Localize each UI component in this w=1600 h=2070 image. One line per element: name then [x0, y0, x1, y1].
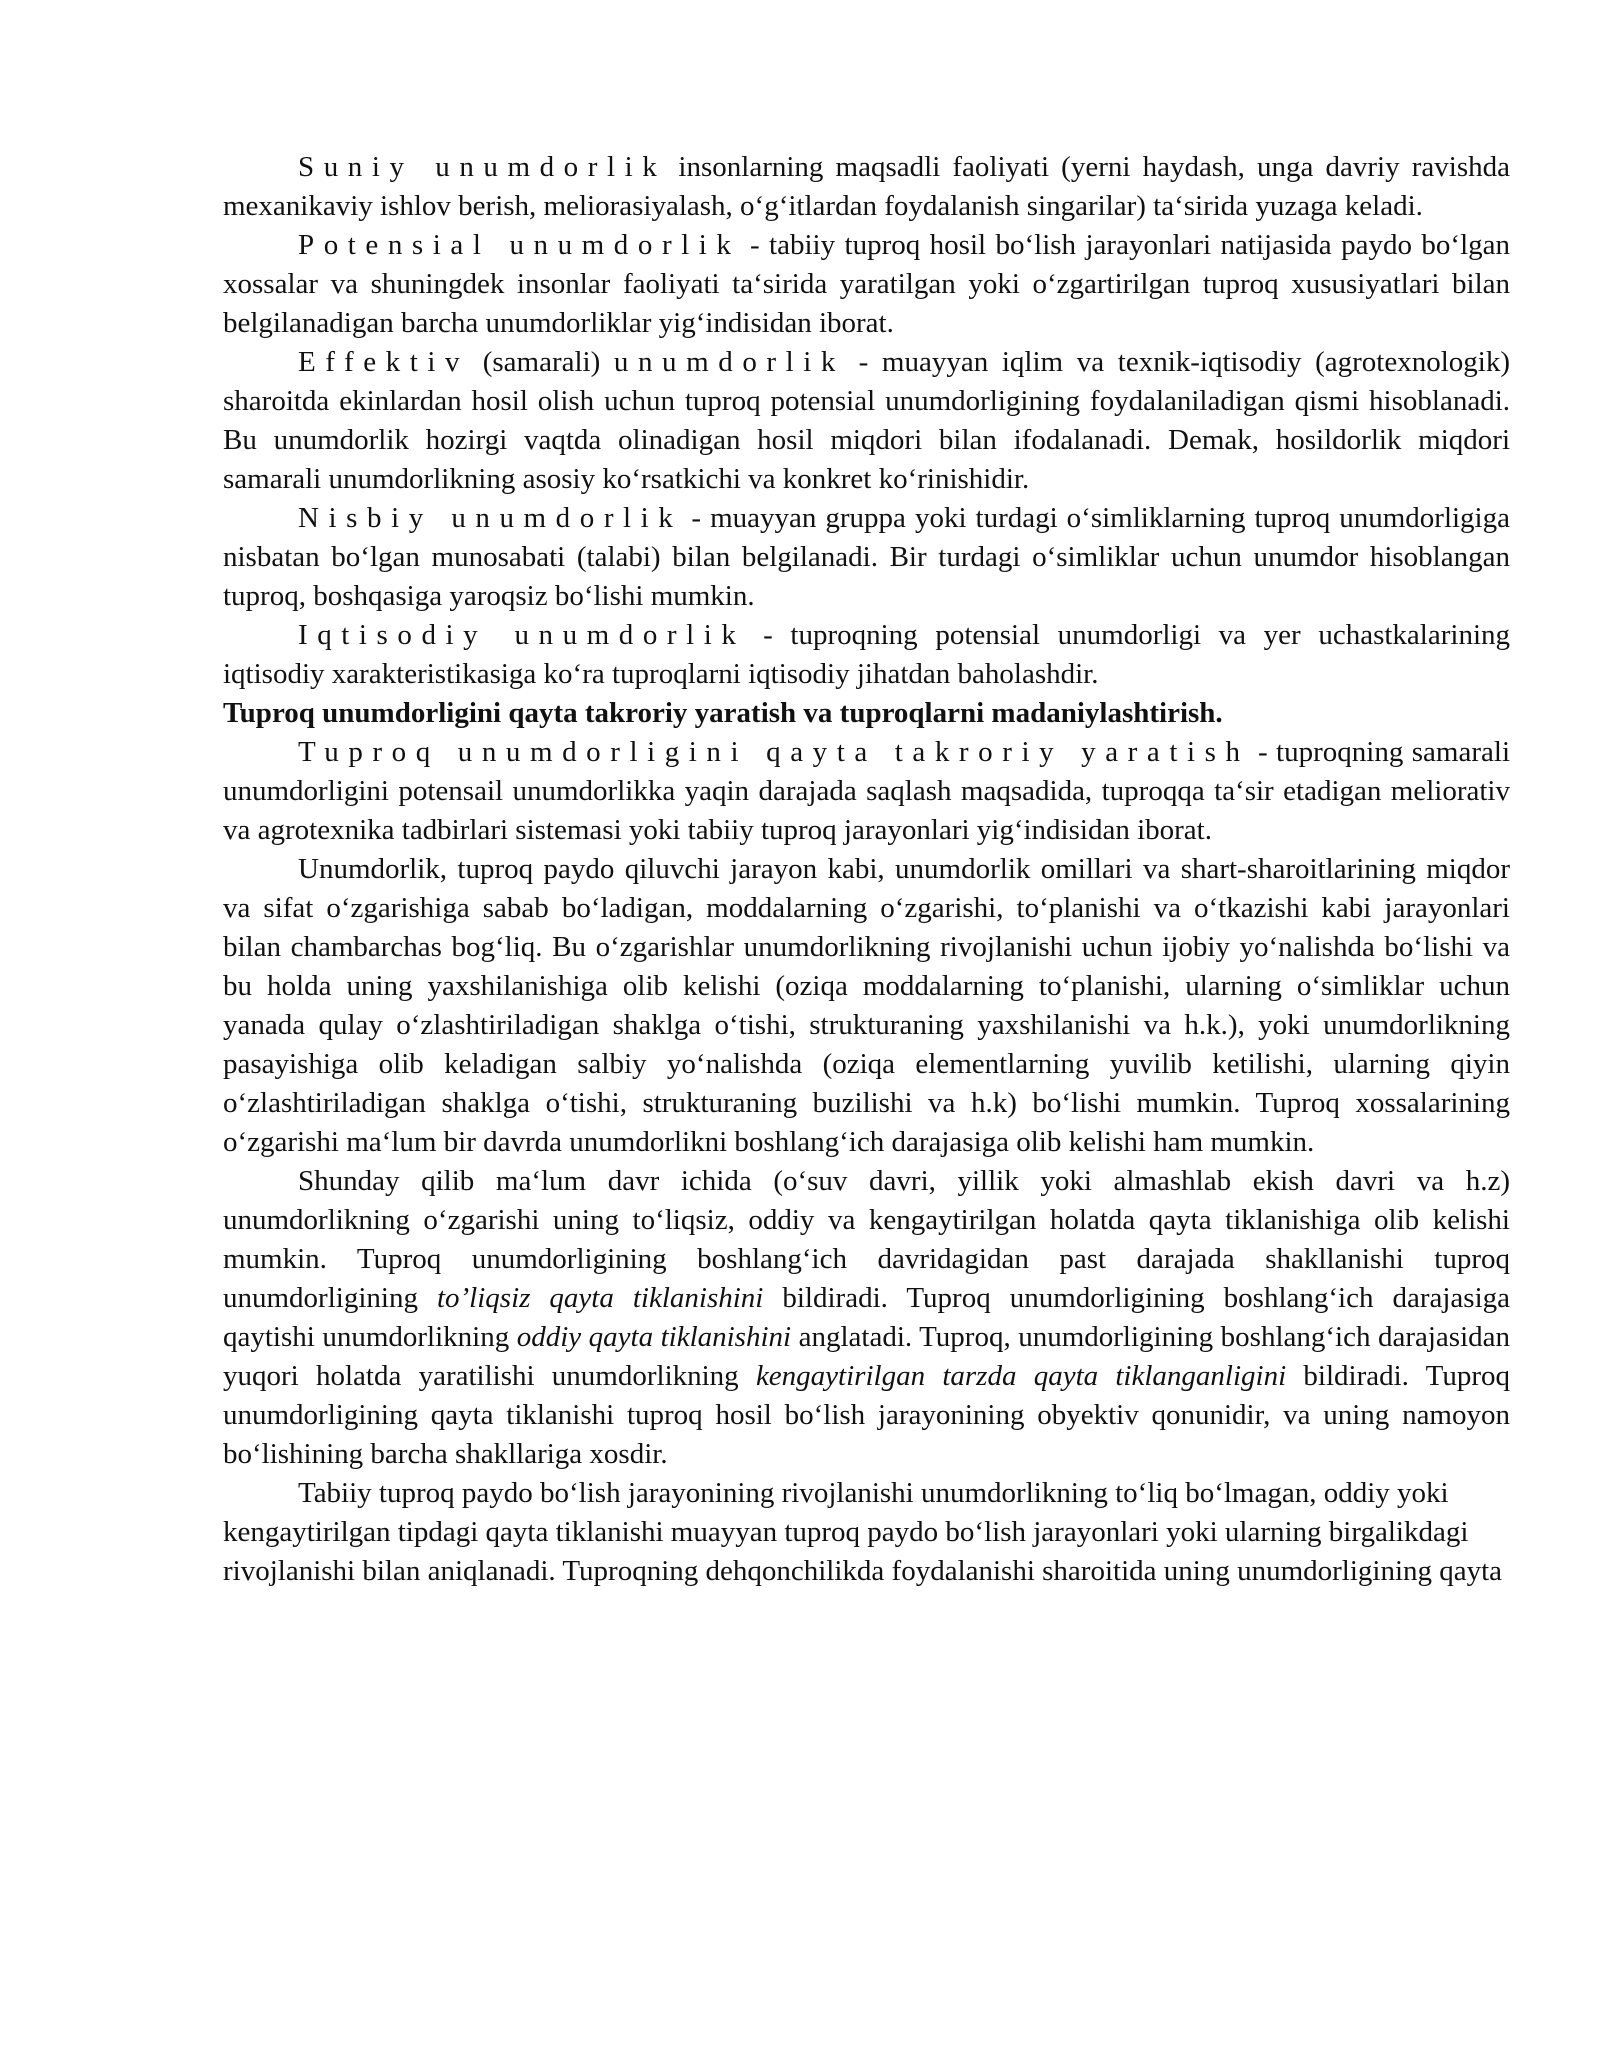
paragraph-tabiiy-tuproq: Tabiiy tuproq paydo bo‘lish jarayonining rivojlanishi unumdorlikning to‘liq bo‘lmagan, oddiy yoki kengaytirilgan tipdagi qayta tiklanishi muayyan tuproq paydo bo‘lish jarayonlari yoki ularning birgalikdagi rivojlanishi bilan aniqlanadi. Tuproqning dehqonchilikda foydalanishi sharoitida uning unumdorligining qayta [223, 1477, 1503, 1587]
paragraph-text: - tuproqning potensial unumdorligi va yer uchastkalarining iqtisodiy xarakteristikasiga ko‘ra tuproqlarni iqtisodiy jihatdan baholashdir. [223, 619, 1511, 690]
term-iqtisodiy-unumdorlik: Iqtisodiy unumdorlik [298, 619, 746, 651]
paragraph-text: insonlarning maqsadli faoliyati (yerni haydash, unga davriy ravishda mexanikaviy ishlov berish, meliorasiyalash, o‘g‘itlardan foydalanish singarilar) ta‘sirida yuzaga keladi. [223, 151, 1510, 222]
paragraph-effektiv-unumdorlik [223, 343, 1510, 499]
paragraph-nisbiy-unumdorlik [223, 499, 1510, 616]
paragraph-text: bildiradi. Tuproq unumdorligining boshlang‘ich darajasiga qaytishi unumdorlikning [223, 1282, 1511, 1353]
paragraph-potensial-unumdorlik [223, 226, 1510, 343]
paragraph-text: - tuproqning samarali unumdorligini potensail unumdorlikka yaqin darajada saqlash maqsadida, tuproqqa ta‘sir etadigan meliorativ va agrotexnika tadbirlari sistemasi yoki tabiiy tuproq jarayonlari yig‘indisidan iborat. [223, 736, 1510, 846]
term-note-samarali: (samarali) [469, 346, 614, 378]
paragraph-unumdorlik-ozgarishi: Unumdorlik, tuproq paydo qiluvchi jarayon kabi, unumdorlik omillari va shart-sharoitlarining miqdor va sifat o‘zgarishiga sabab bo‘ladigan, moddalarning o‘zgarishi, to‘planishi va o‘tkazishi kabi jarayonlari bilan chambarchas bog‘liq. Bu o‘zgarishlar unumdorlikning rivojlanishi uchun ijobiy yo‘nalishda bo‘lishi va bu holda uning yaxshilanishiga olib kelishi (oziqa moddalarning to‘planishi, ularning o‘simliklar uchun yanada qulay o‘zlashtiriladigan shaklga o‘tishi, strukturaning yaxshilanishi va h.k.), yoki unumdorlikning pasayishiga olib keladigan salbiy yo‘nalishda (oziqa elementlarning yuvilib ketilishi, ularning qiyin o‘zlashtiriladigan shaklga o‘tishi, strukturaning buzilishi va h.k) bo‘lishi mumkin. Tuproq xossalarining o‘zgarishi ma‘lum bir davrda unumdorlikni boshlang‘ich darajasiga olib kelishi ham mumkin. [223, 853, 1510, 1158]
term-suniy-unumdorlik: Suniy unumdorlik [298, 151, 667, 183]
italic-term-toliqsiz: to’liqsiz qayta tiklanishini [436, 1282, 764, 1314]
term-potensial-unumdorlik: Potensial unumdorlik [298, 229, 741, 261]
paragraph-text: - muayyan iqlim va texnik-iqtisodiy (agrotexnologik) sharoitda ekinlardan hosil olish uchun tuproq potensial unumdorligining foydalaniladigan qismi hisoblanadi. Bu unumdorlik hozirgi vaqtda olinadigan hosil miqdori bilan ifodalanadi. Demak, hosildorlik miqdori samarali unumdorlikning asosiy ko‘rsatkichi va konkret ko‘rinishidir. [223, 346, 1510, 495]
paragraph-text: bildiradi. Tuproq unumdorligining qayta tiklanishi tuproq hosil bo‘lish jarayonining obyektiv qonunidir, va uning namoyon bo‘lishining barcha shakllariga xosdir. [223, 1360, 1510, 1470]
paragraph-iqtisodiy-unumdorlik [223, 616, 1510, 694]
paragraph-qayta-tiklanish-turlari [223, 1162, 1510, 1474]
term-unumdorlik: unumdorlik [613, 346, 845, 378]
paragraph-text: - tabiiy tuproq hosil bo‘lish jarayonlari natijasida paydo bo‘lgan xossalar va shuningdek insonlar faoliyati ta‘sirida yaratilgan yoki o‘zgartirilgan tuproq xususiyatlari bilan belgilanadigan barcha unumdorliklar yig‘indisidan iborat. [223, 229, 1510, 339]
paragraph-text: anglatadi. Tuproq, unumdorligining boshlang‘ich darajasidan yuqori holatda yaratilishi unumdorlikning [223, 1321, 1511, 1392]
paragraph-text: - muayyan gruppa yoki turdagi o‘simliklarning tuproq unumdorligiga nisbatan bo‘lgan munosabati (talabi) bilan belgilanadi. Bir turdagi o‘simliklar uchun unumdor hisoblangan tuproq, boshqasiga yaroqsiz bo‘lishi mumkin. [223, 502, 1510, 612]
paragraph-suniy-unumdorlik [223, 148, 1510, 226]
term-qayta-takroriy-yaratish: Tuproq unumdorligini qayta takroriy yaratish [298, 736, 1250, 768]
term-effektiv: Effektiv [298, 346, 470, 378]
paragraph-qayta-takroriy-yaratish [223, 733, 1510, 850]
document-page [223, 148, 1510, 1591]
section-heading: Tuproq unumdorligini qayta takroriy yaratish va tuproqlarni madaniylashtirish. [223, 697, 1223, 729]
italic-term-oddiy: oddiy qayta tiklanishini [516, 1321, 792, 1353]
italic-term-kengaytirilgan: kengaytirilgan tarzda qayta tiklanganligini [755, 1360, 1287, 1392]
paragraph-text: Shunday qilib ma‘lum davr ichida (o‘suv davri, yillik yoki almashlab ekish davri va h.z) unumdorlikning o‘zgarishi uning to‘liqsiz, oddiy va kengaytirilgan holatda qayta tiklanishiga olib kelishi mumkin. Tuproq unumdorligining boshlang‘ich davridagidan past darajada shakllanishi tuproq unumdorligining [223, 1165, 1510, 1314]
term-nisbiy-unumdorlik: Nisbiy unumdorlik [298, 502, 683, 534]
